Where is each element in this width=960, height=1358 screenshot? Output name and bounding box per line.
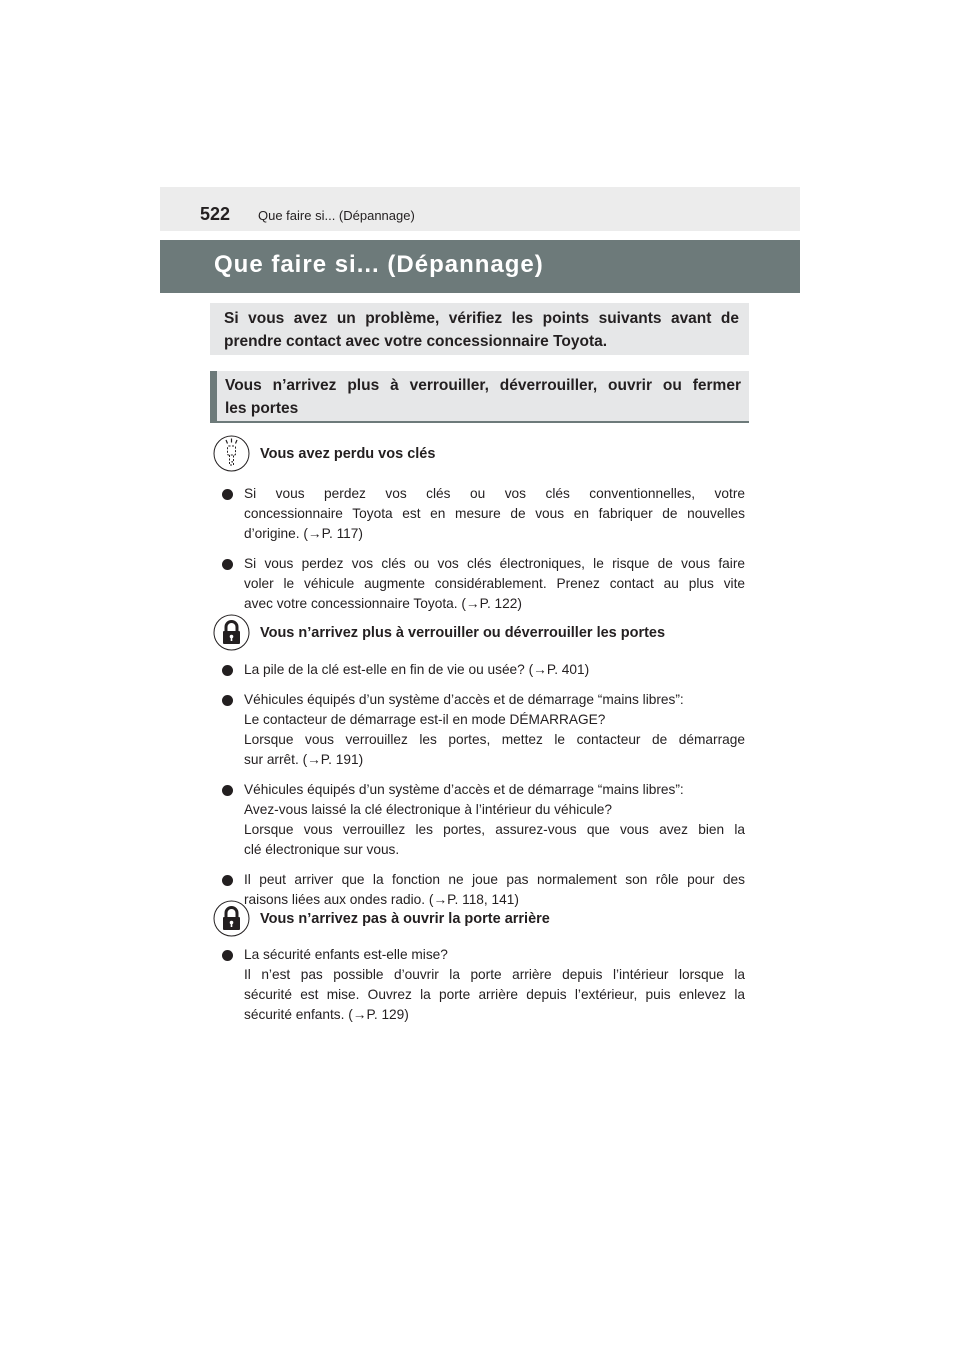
bullet-list bbox=[222, 660, 745, 920]
text-line: Lorsque vous verrouillez les portes, assurez-vous que vous avez bien la bbox=[244, 822, 745, 837]
bullet-list bbox=[222, 945, 745, 1035]
key-icon bbox=[213, 435, 250, 472]
bullet-dot bbox=[222, 489, 233, 500]
text-line: voler le véhicule augmente considérablement. Prenez contact au plus vite bbox=[244, 576, 745, 591]
bullet-dot bbox=[222, 695, 233, 706]
text-line: Il peut arriver que la fonction ne joue pas normalement son rôle pour des bbox=[244, 872, 745, 887]
intro-line: Si vous avez un problème, vérifiez les points suivants avant de bbox=[224, 310, 739, 327]
subsection-title: Vous avez perdu vos clés bbox=[260, 446, 436, 462]
section-line: Vous n’arrivez plus à verrouiller, déverrouiller, ouvrir ou fermer bbox=[225, 377, 741, 394]
list-item bbox=[222, 945, 745, 1025]
padlock-icon bbox=[213, 614, 250, 651]
padlock-icon bbox=[213, 900, 250, 937]
intro-line: prendre contact avec votre concessionnaire Toyota. bbox=[224, 333, 608, 350]
bullet-dot bbox=[222, 875, 233, 886]
text-line: Il n’est pas possible d’ouvrir la porte arrière depuis l’intérieur lorsque la bbox=[244, 967, 745, 982]
text-line: sécurité enfants. (→P. 129) bbox=[244, 1007, 409, 1022]
bullet-dot bbox=[222, 665, 233, 676]
text-line: sécurité est mise. Ouvrez la porte arrière depuis l’extérieur, puis enlevez la bbox=[244, 987, 745, 1002]
section-heading-text bbox=[225, 374, 741, 420]
text-line: Lorsque vous verrouillez les portes, mettez le contacteur de démarrage bbox=[244, 732, 745, 747]
list-item bbox=[222, 484, 745, 544]
text-line: Véhicules équipés d’un système d’accès et de démarrage “mains libres”: bbox=[244, 782, 684, 797]
page-title: Que faire si... (Dépannage) bbox=[214, 251, 544, 278]
bullet-dot bbox=[222, 950, 233, 961]
bullet-dot bbox=[222, 785, 233, 796]
intro-box bbox=[210, 303, 749, 355]
text-line: Si vous perdez vos clés ou vos clés conventionnelles, votre bbox=[244, 486, 745, 501]
running-title: Que faire si... (Dépannage) bbox=[258, 208, 415, 223]
subsection-title: Vous n’arrivez plus à verrouiller ou déverrouiller les portes bbox=[260, 625, 666, 641]
page-number: 522 bbox=[200, 204, 231, 224]
section-heading bbox=[210, 371, 749, 423]
bullet-list bbox=[222, 484, 745, 624]
subsection-title: Vous n’arrivez pas à ouvrir la porte arrière bbox=[260, 911, 550, 927]
text-line: clé électronique sur vous. bbox=[244, 842, 400, 857]
text-line: d’origine. (→P. 117) bbox=[244, 526, 363, 541]
text-line: Avez-vous laissé la clé électronique à l’intérieur du véhicule? bbox=[244, 802, 612, 817]
text-line: Le contacteur de démarrage est-il en mode DÉMARRAGE? bbox=[244, 712, 606, 727]
text-line: Véhicules équipés d’un système d’accès et de démarrage “mains libres”: bbox=[244, 692, 684, 707]
section-line: les portes bbox=[225, 400, 299, 417]
intro-text bbox=[224, 307, 739, 353]
list-item bbox=[222, 780, 745, 860]
text-line: Si vous perdez vos clés ou vos clés électroniques, le risque de vous faire bbox=[244, 556, 745, 571]
text-line: concessionnaire Toyota est en mesure de vous en fabriquer de nouvelles bbox=[244, 506, 745, 521]
bullet-dot bbox=[222, 559, 233, 570]
text-line: La sécurité enfants est-elle mise? bbox=[244, 947, 448, 962]
list-item bbox=[222, 554, 745, 614]
list-item bbox=[222, 660, 745, 680]
text-line: La pile de la clé est-elle en fin de vie ou usée? (→P. 401) bbox=[244, 662, 590, 677]
text-line: avec votre concessionnaire Toyota. (→P. 122) bbox=[244, 596, 522, 611]
running-header bbox=[160, 187, 800, 231]
text-line: sur arrêt. (→P. 191) bbox=[244, 752, 364, 767]
list-item bbox=[222, 870, 745, 910]
list-item bbox=[222, 690, 745, 770]
text-line: raisons liées aux ondes radio. (→P. 118, 141) bbox=[244, 892, 519, 907]
